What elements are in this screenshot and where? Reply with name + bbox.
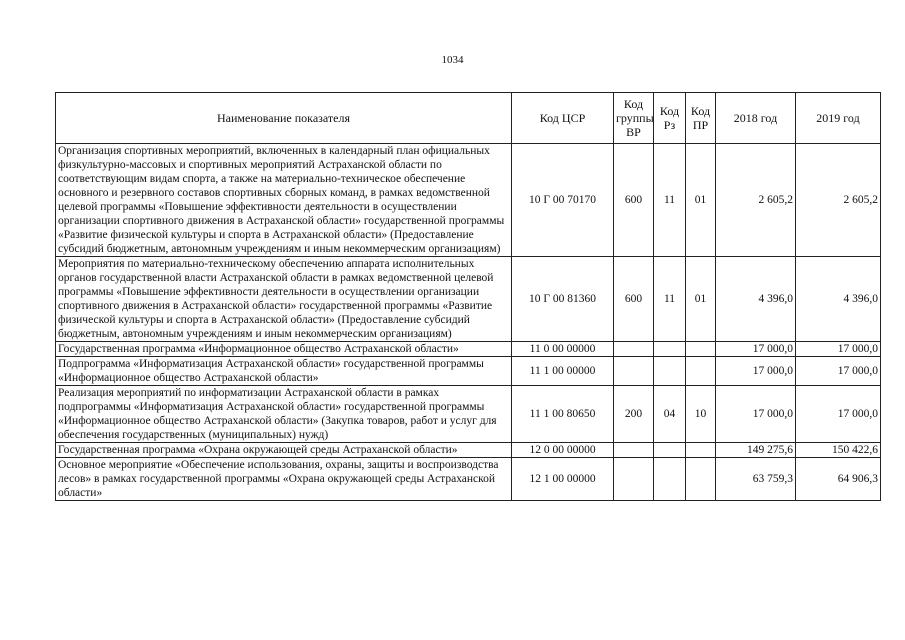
row-name: Подпрограмма «Информатизация Астраханской области» государственной программы «Информационное общество Астраханской области» xyxy=(56,357,512,386)
table-row xyxy=(56,458,881,501)
row-name: Основное мероприятие «Обеспечение использования, охраны, защиты и воспроизводства лесов» в рамках государственной программы «Охрана окружающей среды Астраханской области» xyxy=(56,458,512,501)
row-vr xyxy=(614,458,654,501)
row-rz xyxy=(654,458,686,501)
row-pr: 10 xyxy=(686,386,716,443)
row-2019: 17 000,0 xyxy=(796,386,881,443)
header-csr: Код ЦСР xyxy=(512,93,614,144)
row-name: Организация спортивных мероприятий, включенных в календарный план официальных физкультурно-массовых и спортивных мероприятий Астраханской области по соответствующим видам спорта, а также на материально-техническое обеспечение основного и резервного составов спортивных сборных команд, в рамках ведомственной целевой программы «Повышение эффективности деятельности в осуществлении организации спортивного движения в Астраханской области» государственной программы «Развитие физической культуры и спорта в Астраханской области» (Предоставление субсидий бюджетным, автономным учреждениям и иным некоммерческим организациям) xyxy=(56,144,512,257)
row-csr: 11 1 00 80650 xyxy=(512,386,614,443)
row-pr xyxy=(686,458,716,501)
row-2019: 150 422,6 xyxy=(796,443,881,458)
row-rz xyxy=(654,357,686,386)
row-rz: 04 xyxy=(654,386,686,443)
row-rz xyxy=(654,342,686,357)
row-2018: 4 396,0 xyxy=(716,257,796,342)
row-pr xyxy=(686,443,716,458)
row-2018: 17 000,0 xyxy=(716,386,796,443)
row-vr: 600 xyxy=(614,257,654,342)
row-2018: 17 000,0 xyxy=(716,342,796,357)
row-2019: 4 396,0 xyxy=(796,257,881,342)
row-csr: 10 Г 00 70170 xyxy=(512,144,614,257)
row-2019: 64 906,3 xyxy=(796,458,881,501)
table-row xyxy=(56,386,881,443)
table-row xyxy=(56,443,881,458)
table-row xyxy=(56,257,881,342)
row-vr: 600 xyxy=(614,144,654,257)
row-csr: 12 1 00 00000 xyxy=(512,458,614,501)
table-header-row xyxy=(56,93,881,144)
header-vr: Код группы ВР xyxy=(614,93,654,144)
row-pr: 01 xyxy=(686,144,716,257)
row-2018: 149 275,6 xyxy=(716,443,796,458)
header-rz: Код Рз xyxy=(654,93,686,144)
header-2018: 2018 год xyxy=(716,93,796,144)
row-vr xyxy=(614,342,654,357)
row-vr xyxy=(614,357,654,386)
row-name: Реализация мероприятий по информатизации Астраханской области в рамках подпрограммы «Информатизация Астраханской области» государственной программы «Информационное общество Астраханской области» (Закупка товаров, работ и услуг для обеспечения государственных (муниципальных) нужд) xyxy=(56,386,512,443)
row-2019: 2 605,2 xyxy=(796,144,881,257)
row-pr: 01 xyxy=(686,257,716,342)
row-rz: 11 xyxy=(654,144,686,257)
row-pr xyxy=(686,342,716,357)
row-2018: 2 605,2 xyxy=(716,144,796,257)
table-row xyxy=(56,357,881,386)
row-csr: 11 1 00 00000 xyxy=(512,357,614,386)
page-number: 1034 xyxy=(441,54,464,66)
budget-table xyxy=(55,92,881,501)
row-rz xyxy=(654,443,686,458)
row-name: Мероприятия по материально-техническому обеспечению аппарата исполнительных органов государственной власти Астраханской области в рамках ведомственной целевой программы «Повышение эффективности деятельности в осуществлении организации спортивного движения в Астраханской области» государственной программы «Развитие физической культуры и спорта в Астраханской области» (Предоставление субсидий бюджетным, автономным учреждениям и иным некоммерческим организациям) xyxy=(56,257,512,342)
table-row xyxy=(56,144,881,257)
row-2018: 63 759,3 xyxy=(716,458,796,501)
row-rz: 11 xyxy=(654,257,686,342)
row-csr: 10 Г 00 81360 xyxy=(512,257,614,342)
header-name: Наименование показателя xyxy=(56,93,512,144)
header-pr: Код ПР xyxy=(686,93,716,144)
table-row xyxy=(56,342,881,357)
row-2019: 17 000,0 xyxy=(796,357,881,386)
row-2018: 17 000,0 xyxy=(716,357,796,386)
row-csr: 11 0 00 00000 xyxy=(512,342,614,357)
header-2019: 2019 год xyxy=(796,93,881,144)
row-csr: 12 0 00 00000 xyxy=(512,443,614,458)
row-vr: 200 xyxy=(614,386,654,443)
row-vr xyxy=(614,443,654,458)
row-pr xyxy=(686,357,716,386)
row-name: Государственная программа «Информационное общество Астраханской области» xyxy=(56,342,512,357)
row-name: Государственная программа «Охрана окружающей среды Астраханской области» xyxy=(56,443,512,458)
row-2019: 17 000,0 xyxy=(796,342,881,357)
